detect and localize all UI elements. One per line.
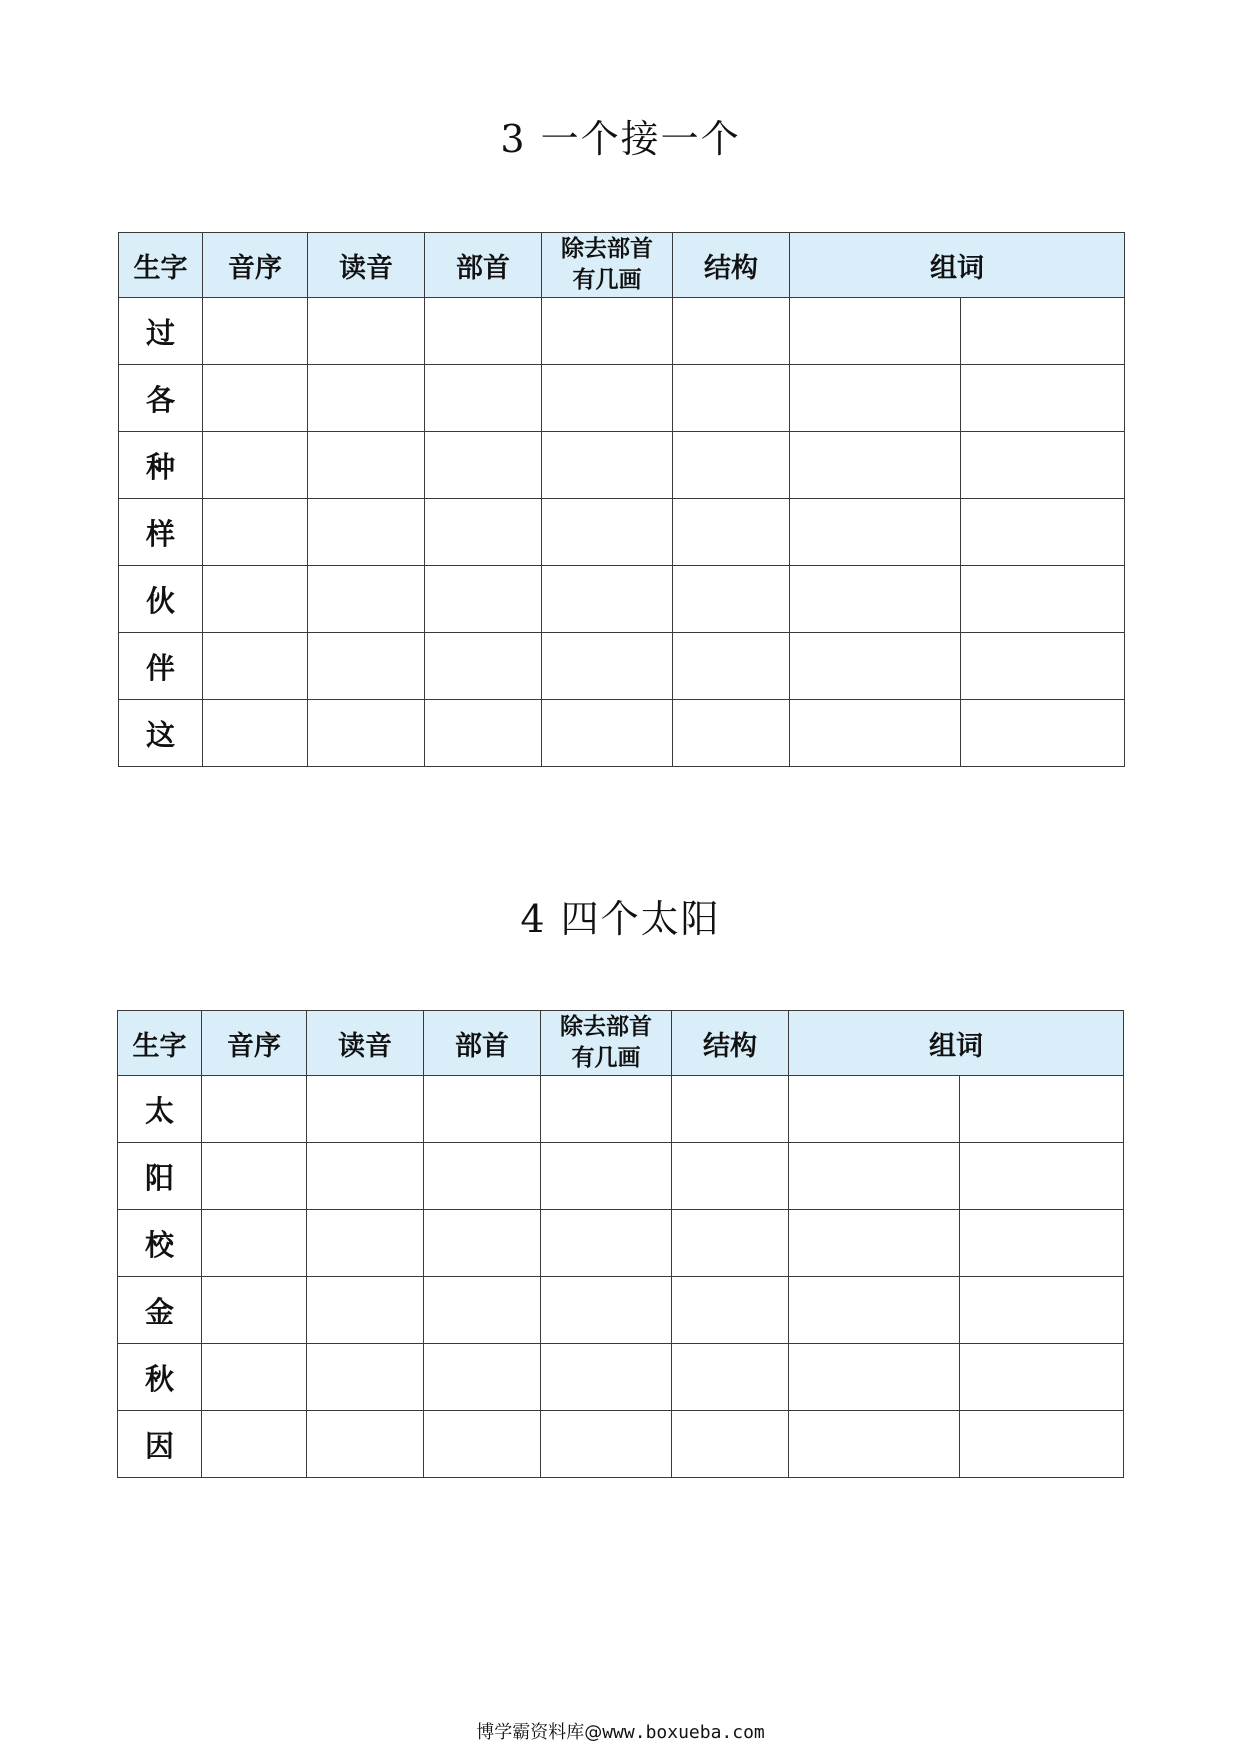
strokes-cell[interactable] <box>542 432 673 499</box>
radical-cell[interactable] <box>425 432 542 499</box>
table-row <box>118 1210 1124 1277</box>
radical-cell[interactable] <box>424 1277 541 1344</box>
strokes-cell[interactable] <box>541 1076 672 1143</box>
word-cell[interactable] <box>789 1277 960 1344</box>
word-cell[interactable] <box>961 633 1125 700</box>
order-cell[interactable] <box>203 432 308 499</box>
word-cell[interactable] <box>961 499 1125 566</box>
word-cell[interactable] <box>960 1143 1124 1210</box>
reading-cell[interactable] <box>307 1344 424 1411</box>
char-cell: 各 <box>119 365 203 432</box>
order-cell[interactable] <box>202 1210 307 1277</box>
character-table <box>118 232 1125 767</box>
strokes-cell[interactable] <box>542 365 673 432</box>
word-cell[interactable] <box>961 700 1125 767</box>
table-row <box>118 1277 1124 1344</box>
table-row <box>119 633 1125 700</box>
table-row <box>119 499 1125 566</box>
reading-cell[interactable] <box>307 1210 424 1277</box>
header-strokes-line2: 有几画 <box>571 1045 641 1071</box>
char-cell: 这 <box>119 700 203 767</box>
reading-cell[interactable] <box>307 1143 424 1210</box>
radical-cell[interactable] <box>424 1411 541 1478</box>
order-cell[interactable] <box>202 1344 307 1411</box>
word-cell[interactable] <box>789 1076 960 1143</box>
word-cell[interactable] <box>790 633 961 700</box>
word-cell[interactable] <box>789 1344 960 1411</box>
lesson-title: 3 一个接一个 <box>500 117 741 161</box>
char-cell: 过 <box>119 298 203 365</box>
strokes-cell[interactable] <box>542 499 673 566</box>
strokes-cell[interactable] <box>541 1411 672 1478</box>
radical-cell[interactable] <box>424 1210 541 1277</box>
word-cell[interactable] <box>790 700 961 767</box>
structure-cell[interactable] <box>673 298 790 365</box>
strokes-cell[interactable] <box>541 1277 672 1344</box>
structure-cell[interactable] <box>672 1344 789 1411</box>
reading-cell[interactable] <box>307 1076 424 1143</box>
char-cell: 因 <box>118 1411 202 1478</box>
header-strokes-line2: 有几画 <box>572 267 642 293</box>
table-row <box>118 1076 1124 1143</box>
structure-cell[interactable] <box>673 700 790 767</box>
char-cell: 校 <box>118 1210 202 1277</box>
word-cell[interactable] <box>961 298 1125 365</box>
reading-cell[interactable] <box>308 700 425 767</box>
header-reading: 读音 <box>308 233 425 298</box>
structure-cell[interactable] <box>672 1277 789 1344</box>
footer-site-name: 博学霸资料库@ <box>476 1722 603 1743</box>
char-cell: 伙 <box>119 566 203 633</box>
header-strokes <box>542 233 673 298</box>
word-cell[interactable] <box>960 1277 1124 1344</box>
header-strokes-line1: 除去部首 <box>560 1014 652 1040</box>
order-cell[interactable] <box>202 1277 307 1344</box>
radical-cell[interactable] <box>425 365 542 432</box>
header-radical: 部首 <box>424 1011 541 1076</box>
reading-cell[interactable] <box>308 633 425 700</box>
structure-cell[interactable] <box>673 633 790 700</box>
radical-cell[interactable] <box>424 1143 541 1210</box>
word-cell[interactable] <box>789 1411 960 1478</box>
word-cell[interactable] <box>790 432 961 499</box>
table-row <box>119 700 1125 767</box>
order-cell[interactable] <box>203 499 308 566</box>
table-row <box>119 566 1125 633</box>
strokes-cell[interactable] <box>541 1344 672 1411</box>
table-row <box>119 365 1125 432</box>
strokes-cell[interactable] <box>541 1143 672 1210</box>
char-cell: 太 <box>118 1076 202 1143</box>
structure-cell[interactable] <box>673 566 790 633</box>
radical-cell[interactable] <box>424 1344 541 1411</box>
strokes-cell[interactable] <box>542 700 673 767</box>
header-char: 生字 <box>118 1011 202 1076</box>
character-table <box>117 1010 1124 1478</box>
reading-cell[interactable] <box>307 1277 424 1344</box>
word-cell[interactable] <box>790 566 961 633</box>
radical-cell[interactable] <box>425 499 542 566</box>
order-cell[interactable] <box>202 1411 307 1478</box>
word-cell[interactable] <box>961 365 1125 432</box>
structure-cell[interactable] <box>673 365 790 432</box>
reading-cell[interactable] <box>307 1411 424 1478</box>
header-strokes-line1: 除去部首 <box>561 236 653 262</box>
char-cell: 阳 <box>118 1143 202 1210</box>
structure-cell[interactable] <box>672 1210 789 1277</box>
radical-cell[interactable] <box>425 633 542 700</box>
order-cell[interactable] <box>203 700 308 767</box>
word-cell[interactable] <box>960 1411 1124 1478</box>
strokes-cell[interactable] <box>542 566 673 633</box>
radical-cell[interactable] <box>425 700 542 767</box>
table-row <box>118 1411 1124 1478</box>
header-radical: 部首 <box>425 233 542 298</box>
footer-url: www.boxueba.com <box>602 1722 765 1743</box>
word-cell[interactable] <box>790 365 961 432</box>
order-cell[interactable] <box>202 1076 307 1143</box>
word-cell[interactable] <box>961 566 1125 633</box>
word-cell[interactable] <box>960 1344 1124 1411</box>
word-cell[interactable] <box>960 1076 1124 1143</box>
lesson-title: 4 四个太阳 <box>520 897 721 941</box>
word-cell[interactable] <box>789 1210 960 1277</box>
char-cell: 金 <box>118 1277 202 1344</box>
char-cell: 样 <box>119 499 203 566</box>
strokes-cell[interactable] <box>542 633 673 700</box>
header-strokes <box>541 1011 672 1076</box>
order-cell[interactable] <box>203 566 308 633</box>
order-cell[interactable] <box>203 298 308 365</box>
table-row <box>118 1143 1124 1210</box>
order-cell[interactable] <box>202 1143 307 1210</box>
table-header-row <box>119 233 1125 298</box>
structure-cell[interactable] <box>672 1076 789 1143</box>
char-cell: 种 <box>119 432 203 499</box>
table-row <box>119 298 1125 365</box>
header-structure: 结构 <box>672 1011 789 1076</box>
page-footer <box>0 1718 1241 1744</box>
header-structure: 结构 <box>673 233 790 298</box>
word-cell[interactable] <box>789 1143 960 1210</box>
radical-cell[interactable] <box>424 1076 541 1143</box>
strokes-cell[interactable] <box>542 298 673 365</box>
header-order: 音序 <box>203 233 308 298</box>
reading-cell[interactable] <box>308 432 425 499</box>
header-words: 组词 <box>790 233 1125 298</box>
word-cell[interactable] <box>961 432 1125 499</box>
strokes-cell[interactable] <box>541 1210 672 1277</box>
reading-cell[interactable] <box>308 499 425 566</box>
order-cell[interactable] <box>203 365 308 432</box>
structure-cell[interactable] <box>673 432 790 499</box>
char-cell: 秋 <box>118 1344 202 1411</box>
char-cell: 伴 <box>119 633 203 700</box>
reading-cell[interactable] <box>308 365 425 432</box>
table-row <box>119 432 1125 499</box>
structure-cell[interactable] <box>673 499 790 566</box>
header-reading: 读音 <box>307 1011 424 1076</box>
radical-cell[interactable] <box>425 298 542 365</box>
structure-cell[interactable] <box>672 1411 789 1478</box>
radical-cell[interactable] <box>425 566 542 633</box>
word-cell[interactable] <box>960 1210 1124 1277</box>
word-cell[interactable] <box>790 298 961 365</box>
header-order: 音序 <box>202 1011 307 1076</box>
table-row <box>118 1344 1124 1411</box>
header-words: 组词 <box>789 1011 1124 1076</box>
order-cell[interactable] <box>203 633 308 700</box>
header-char: 生字 <box>119 233 203 298</box>
reading-cell[interactable] <box>308 298 425 365</box>
table-header-row <box>118 1011 1124 1076</box>
structure-cell[interactable] <box>672 1143 789 1210</box>
word-cell[interactable] <box>790 499 961 566</box>
reading-cell[interactable] <box>308 566 425 633</box>
